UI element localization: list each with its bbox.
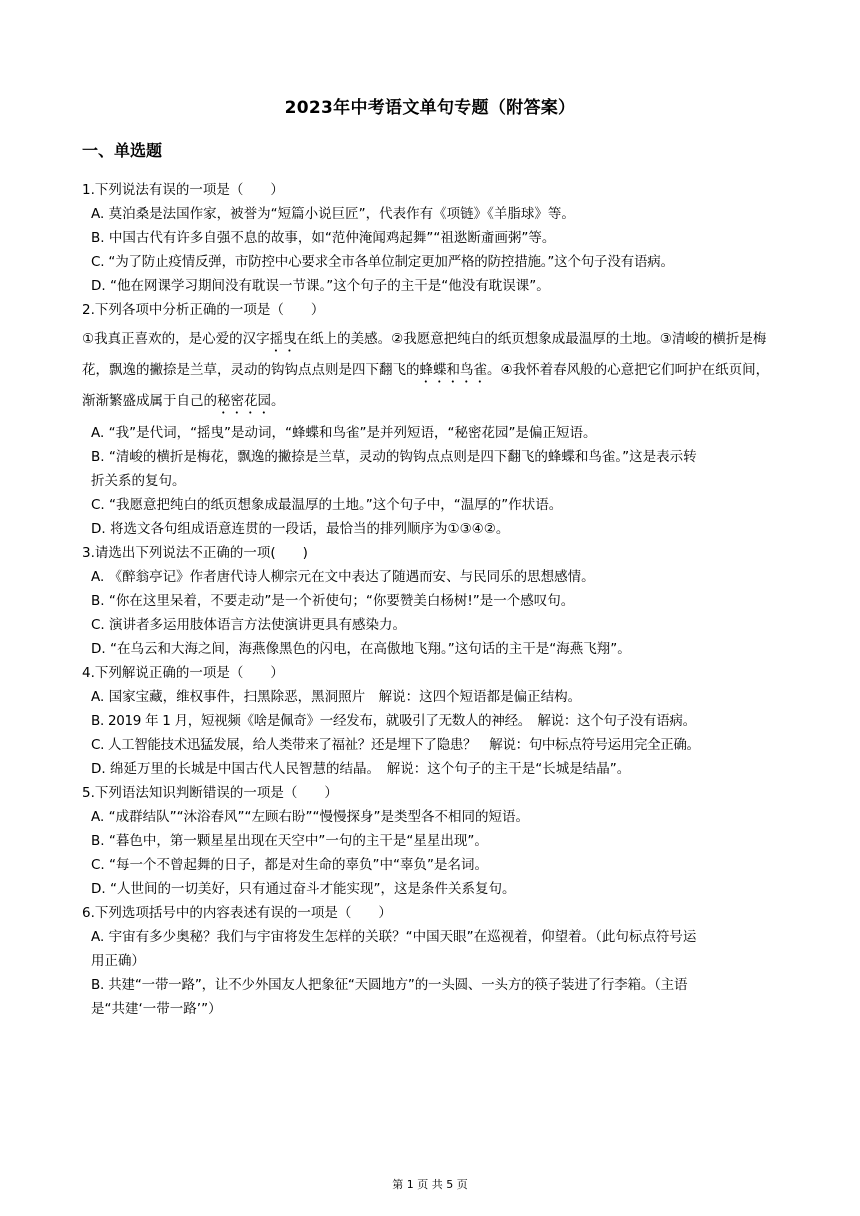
option-a: A. 莫泊桑是法国作家，被誉为“短篇小说巨匠”，代表作有《项链》《羊脂球》等。	[91, 206, 575, 222]
option-a-continued: 用正确）	[91, 953, 145, 969]
option-c: C. 人工智能技术迅猛发展，给人类带来了福祉？还是埋下了隐患？ 解说：句中标点符号运用完全正确。	[91, 737, 700, 753]
question-stem: 1.下列说法有误的一项是（ ）	[82, 182, 284, 198]
question-2	[82, 298, 782, 541]
question-3	[82, 541, 782, 661]
option-c: C. “为了防止疫情反弹，市防控中心要求全市各单位制定更加严格的防控措施。”这个句子没有语病。	[91, 254, 674, 270]
question-stem: 3.请选出下列说法不正确的一项( )	[82, 545, 308, 561]
option-a: A. 宇宙有多少奥秘？我们与宇宙将发生怎样的关联？“中国天眼”在巡视着，仰望着。（此句标点符号运	[91, 929, 697, 945]
page-number: 第 1 页 共 5 页	[392, 1178, 468, 1191]
passage-text: 在纸上的美感。②我愿意把纯白的纸页想象成最温厚的土地。③清峻的横折是梅花，飘逸的撇捺是兰草，灵动的钩钩点点则是四下翻飞的	[82, 331, 767, 378]
option-b: B. “暮色中，第一颗星星出现在天空中”一句的主干是“星星出现”。	[91, 833, 488, 849]
passage-text: 。	[271, 393, 285, 409]
question-4	[82, 661, 782, 781]
question-5	[82, 781, 782, 901]
option-d: D. “在乌云和大海之间，海燕像黑色的闪电，在高傲地飞翔。”这句话的主干是“海燕飞翔”。	[91, 641, 631, 657]
reading-passage	[82, 324, 782, 417]
option-d: D. 将选文各句组成语意连贯的一段话，最恰当的排列顺序为①③④②。	[91, 521, 510, 537]
question-stem: 6.下列选项括号中的内容表述有误的一项是（ ）	[82, 905, 392, 921]
question-stem: 2.下列各项中分析正确的一项是（ ）	[82, 302, 325, 318]
option-b-continued: 折关系的复句。	[91, 473, 186, 489]
page-title: 2023年中考语文单句专题（附答案）	[284, 98, 576, 118]
option-a: A. 国家宝藏，维权事件，扫黑除恶，黑洞照片 解说：这四个短语都是偏正结构。	[91, 689, 582, 705]
option-a: A. “我”是代词，“摇曳”是动词，“蜂蝶和鸟雀”是并列短语，“秘密花园”是偏正短语。	[91, 425, 597, 441]
option-b: B. 共建“一带一路”，让不少外国友人把象征“天圆地方”的一头圆、一头方的筷子装进了行李箱。（主语	[91, 977, 688, 993]
question-stem: 5.下列语法知识判断错误的一项是（ ）	[82, 785, 338, 801]
passage-dotted-word: 蜂蝶和鸟雀	[419, 362, 487, 378]
option-b: B. “清峻的横折是梅花，飘逸的撇捺是兰草，灵动的钩钩点点则是四下翻飞的蜂蝶和鸟雀。”这是表示转	[91, 449, 697, 465]
option-b: B. 中国古代有许多自强不息的故事，如“范仲淹闻鸡起舞”“祖逖断齑画粥”等。	[91, 230, 556, 246]
option-b: B. “你在这里呆着，不要走动”是一个祈使句；“你要赞美白杨树!”是一个感叹句。	[91, 593, 575, 609]
option-c: C. “我愿意把纯白的纸页想象成最温厚的土地。”这个句子中，“温厚的”作状语。	[91, 497, 563, 513]
question-list	[82, 178, 782, 1021]
question-1	[82, 178, 782, 298]
section-heading: 一、单选题	[82, 141, 163, 160]
question-6	[82, 901, 782, 1021]
option-d: D. “人世间的一切美好，只有通过奋斗才能实现”，这是条件关系复句。	[91, 881, 516, 897]
passage-text: ①我真正喜欢的，是心爱的汉字	[82, 331, 270, 347]
option-a: A. “成群结队”“沐浴春风”“左顾右盼”“慢慢探身”是类型各不相同的短语。	[91, 809, 530, 825]
option-b: B. 2019 年 1 月，短视频《啥是佩奇》一经发布，就吸引了无数人的神经。 解说：这个句子没有语病。	[91, 713, 696, 729]
option-b-continued: 是“共建‘一带一路’”）	[91, 1001, 222, 1017]
option-c: C. “每一个不曾起舞的日子，都是对生命的辜负”中“辜负”是名词。	[91, 857, 488, 873]
passage-text: 。④我怀着春风般的心意把它们呵护在纸页间，渐渐繁盛成属于自己的	[82, 362, 770, 409]
option-d: D. “他在网课学习期间没有耽误一节课。”这个句子的主干是“他没有耽误课”。	[91, 278, 550, 294]
passage-dotted-word: 摇曳	[269, 331, 297, 347]
option-a: A. 《醉翁亭记》作者唐代诗人柳宗元在文中表达了随遇而安、与民同乐的思想感情。	[91, 569, 595, 585]
question-stem: 4.下列解说正确的一项是（ ）	[82, 665, 284, 681]
option-c: C. 演讲者多运用肢体语言方法使演讲更具有感染力。	[91, 617, 407, 633]
passage-dotted-word: 秘密花园	[217, 393, 271, 409]
option-d: D. 绵延万里的长城是中国古代人民智慧的结晶。 解说：这个句子的主干是“长城是结晶”。	[91, 761, 631, 777]
